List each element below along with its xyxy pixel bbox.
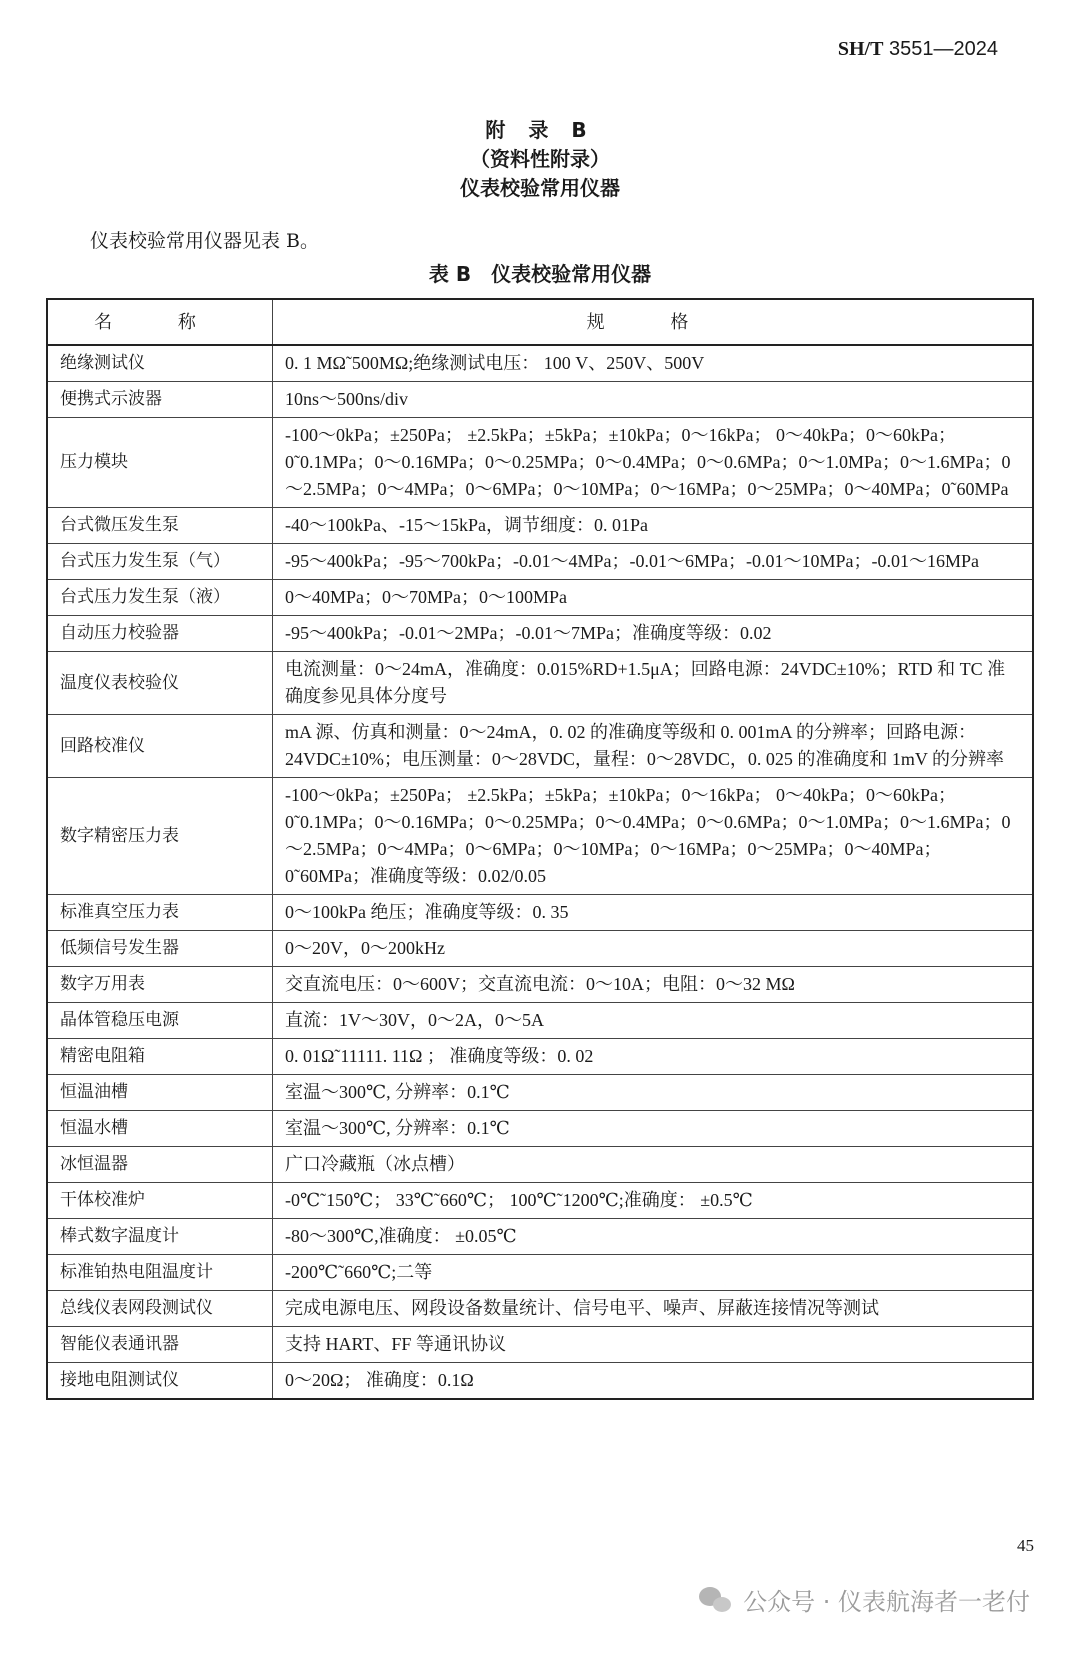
- instrument-spec: 直流：1V～30V，0～2A，0～5A: [273, 1003, 1034, 1039]
- table-row: [47, 967, 1033, 1003]
- header-spec: 规 格: [273, 299, 1034, 345]
- instrument-spec: 0. 1 MΩ˜500MΩ;绝缘测试电压： 100 V、250V、500V: [273, 345, 1034, 382]
- instrument-name: 绝缘测试仪: [47, 345, 273, 382]
- table-row: [47, 1003, 1033, 1039]
- instrument-spec: 交直流电压：0～600V；交直流电流：0～10A；电阻：0～32 MΩ: [273, 967, 1034, 1003]
- instrument-name: 压力模块: [47, 418, 273, 508]
- table-row: [47, 1291, 1033, 1327]
- table-row: [47, 418, 1033, 508]
- instrument-name: 低频信号发生器: [47, 931, 273, 967]
- standard-code-number: 3551—2024: [889, 38, 998, 60]
- instrument-name: 台式压力发生泵（气）: [47, 544, 273, 580]
- instrument-name: 恒温油槽: [47, 1075, 273, 1111]
- instrument-spec: 室温～300℃, 分辨率：0.1℃: [273, 1111, 1034, 1147]
- table-row: [47, 652, 1033, 715]
- table-row: [47, 580, 1033, 616]
- table-row: [47, 1255, 1033, 1291]
- table-row: [47, 1039, 1033, 1075]
- instrument-name: 总线仪表网段测试仪: [47, 1291, 273, 1327]
- instrument-spec: 0～20V，0～200kHz: [273, 931, 1034, 967]
- instrument-spec: 电流测量：0～24mA，准确度：0.015%RD+1.5μA；回路电源：24VDC±10%；RTD 和 TC 准确度参见具体分度号: [273, 652, 1034, 715]
- table-row: [47, 895, 1033, 931]
- instrument-spec: 0～100kPa 绝压；准确度等级：0. 35: [273, 895, 1034, 931]
- table-row: [47, 1363, 1033, 1400]
- instrument-spec: -40～100kPa、-15～15kPa，调节细度：0. 01Pa: [273, 508, 1034, 544]
- instrument-name: 数字精密压力表: [47, 778, 273, 895]
- appendix-type: （资料性附录）: [470, 147, 610, 171]
- instrument-spec: -0℃˜150℃； 33℃˜660℃； 100℃˜1200℃;准确度： ±0.5℃: [273, 1183, 1034, 1219]
- table-header-row: [47, 299, 1033, 345]
- instrument-spec: 室温～300℃, 分辨率：0.1℃: [273, 1075, 1034, 1111]
- instrument-name: 便携式示波器: [47, 382, 273, 418]
- table-caption: 表 B 仪表校验常用仪器: [428, 262, 652, 286]
- instrument-spec: 0～40MPa；0～70MPa；0～100MPa: [273, 580, 1034, 616]
- instrument-spec: 10ns～500ns/div: [273, 382, 1034, 418]
- instrument-name: 数字万用表: [47, 967, 273, 1003]
- table-row: [47, 1219, 1033, 1255]
- instrument-spec: -100～0kPa；±250Pa； ±2.5kPa；±5kPa；±10kPa；0～16kPa； 0～40kPa；0～60kPa；0˜0.1MPa；0～0.16MPa；0～0.25MPa；0～0.4MPa；0～0.6MPa；0～1.0MPa；0～1.6MPa；0～2.5MPa；0～4MPa；0～6MPa；0～10MPa；0～16MPa；0～25MPa；0～40MPa；0˜60MPa: [273, 418, 1034, 508]
- instrument-name: 冰恒温器: [47, 1147, 273, 1183]
- table-row: [47, 1111, 1033, 1147]
- standard-code-prefix: SH/T: [837, 38, 884, 60]
- table-row: [47, 544, 1033, 580]
- table-row: [47, 778, 1033, 895]
- table-row: [47, 345, 1033, 382]
- instrument-name: 干体校准炉: [47, 1183, 273, 1219]
- instrument-spec: -200℃˜660℃;二等: [273, 1255, 1034, 1291]
- table-row: [47, 508, 1033, 544]
- instrument-name: 回路校准仪: [47, 715, 273, 778]
- instrument-spec: mA 源、仿真和测量：0～24mA，0. 02 的准确度等级和 0. 001mA 的分辨率；回路电源：24VDC±10%；电压测量：0～28VDC，量程：0～28VDC，0. 025 的准确度和 1mV 的分辨率: [273, 715, 1034, 778]
- standard-code: [838, 38, 998, 61]
- watermark-text: 公众号 · 仪表航海者一老付: [743, 1588, 1030, 1616]
- instrument-name: 标准铂热电阻温度计: [47, 1255, 273, 1291]
- instrument-spec: -95～400kPa；-95～700kPa；-0.01～4MPa；-0.01～6MPa；-0.01～10MPa；-0.01～16MPa: [273, 544, 1034, 580]
- header-name: 名 称: [47, 299, 273, 345]
- table-row: [47, 1183, 1033, 1219]
- instrument-name: 台式微压发生泵: [47, 508, 273, 544]
- instrument-spec: 广口冷藏瓶（冰点槽）: [273, 1147, 1034, 1183]
- appendix-label: 附 录 B: [485, 118, 595, 142]
- table-row: [47, 931, 1033, 967]
- instrument-name: 台式压力发生泵（液）: [47, 580, 273, 616]
- instrument-spec: 支持 HART、FF 等通讯协议: [273, 1327, 1034, 1363]
- instrument-spec: -95～400kPa；-0.01～2MPa；-0.01～7MPa；准确度等级：0.02: [273, 616, 1034, 652]
- instrument-spec: 完成电源电压、网段设备数量统计、信号电平、噪声、屏蔽连接情况等测试: [273, 1291, 1034, 1327]
- wechat-icon: [699, 1585, 733, 1615]
- instrument-name: 晶体管稳压电源: [47, 1003, 273, 1039]
- instrument-spec: -100～0kPa；±250Pa； ±2.5kPa；±5kPa；±10kPa；0～16kPa； 0～40kPa；0～60kPa；0˜0.1MPa；0～0.16MPa；0～0.25MPa；0～0.4MPa；0～0.6MPa；0～1.0MPa；0～1.6MPa；0～2.5MPa；0～4MPa；0～6MPa；0～10MPa；0～16MPa；0～25MPa；0～40MPa；0˜60MPa；准确度等级：0.02/0.05: [273, 778, 1034, 895]
- instrument-spec: 0～20Ω； 准确度：0.1Ω: [273, 1363, 1034, 1400]
- instrument-spec: 0. 01Ω˜11111. 11Ω ； 准确度等级：0. 02: [273, 1039, 1034, 1075]
- instrument-name: 棒式数字温度计: [47, 1219, 273, 1255]
- instruments-table: [46, 298, 1034, 1400]
- table-row: [47, 382, 1033, 418]
- instrument-name: 恒温水槽: [47, 1111, 273, 1147]
- instrument-name: 智能仪表通讯器: [47, 1327, 273, 1363]
- intro-paragraph: 仪表校验常用仪器见表 B。: [90, 230, 320, 252]
- table-row: [47, 616, 1033, 652]
- appendix-name: 仪表校验常用仪器: [460, 176, 620, 200]
- table-row: [47, 1075, 1033, 1111]
- instrument-spec: -80～300℃,准确度： ±0.05℃: [273, 1219, 1034, 1255]
- instrument-name: 标准真空压力表: [47, 895, 273, 931]
- table-row: [47, 1147, 1033, 1183]
- appendix-titles: [0, 116, 1080, 203]
- instrument-name: 温度仪表校验仪: [47, 652, 273, 715]
- table-row: [47, 715, 1033, 778]
- page-number: 45: [1017, 1536, 1034, 1555]
- table-row: [47, 1327, 1033, 1363]
- instrument-name: 自动压力校验器: [47, 616, 273, 652]
- watermark: [699, 1582, 1030, 1617]
- instrument-name: 精密电阻箱: [47, 1039, 273, 1075]
- instrument-name: 接地电阻测试仪: [47, 1363, 273, 1400]
